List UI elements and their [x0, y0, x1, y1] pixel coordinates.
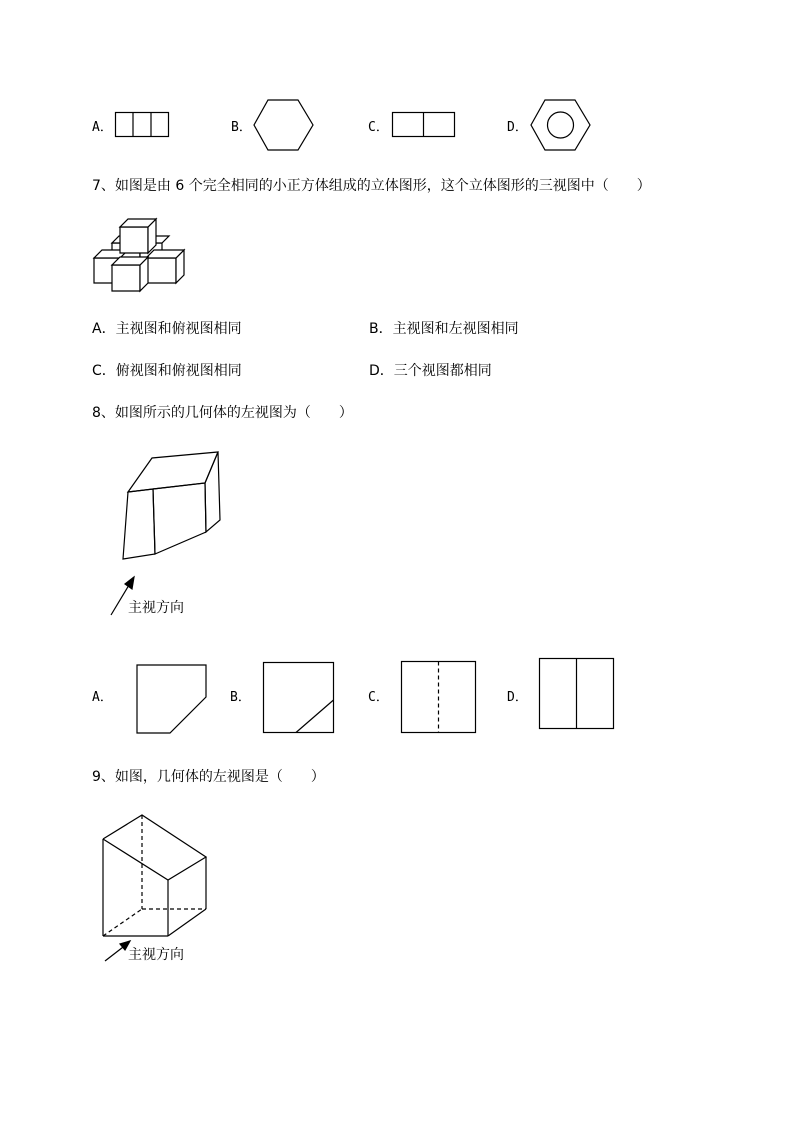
q6-option-a-figure	[115, 112, 171, 138]
q8-option-d-label[interactable]: D．	[507, 690, 528, 705]
q8-solid-figure	[120, 450, 225, 565]
q7-option-d[interactable]: D．三个视图都相同	[369, 363, 492, 379]
q9-question: 9、如图，几何体的左视图是（ ）	[92, 769, 325, 785]
q6-option-a-label[interactable]: A．	[92, 120, 113, 135]
q8-direction-label: 主视方向	[128, 600, 184, 616]
q7-question: 7、如图是由 6 个完全相同的小正方体组成的立体图形，这个立体图形的三视图中（ ）	[92, 178, 651, 194]
q9-direction-label: 主视方向	[128, 947, 184, 963]
q6-option-d-label[interactable]: D．	[507, 120, 528, 135]
q8-option-a-figure	[136, 664, 208, 736]
q6-option-c-label[interactable]: C．	[368, 120, 389, 135]
q7-cubes-figure	[92, 215, 192, 295]
q7-option-a[interactable]: A．主视图和俯视图相同	[92, 321, 242, 337]
q8-option-c-label[interactable]: C．	[368, 690, 389, 705]
q6-option-b-label[interactable]: B．	[231, 120, 252, 135]
q9-solid-figure	[100, 812, 212, 940]
q8-option-b-figure	[263, 662, 335, 734]
q7-option-b[interactable]: B．主视图和左视图相同	[369, 321, 519, 337]
q8-option-b-label[interactable]: B．	[230, 690, 251, 705]
q7-option-c[interactable]: C．俯视图和俯视图相同	[92, 363, 242, 379]
q6-option-d-figure	[530, 99, 592, 153]
q6-option-b-figure	[253, 99, 315, 153]
q6-option-c-figure	[392, 112, 456, 138]
q8-question: 8、如图所示的几何体的左视图为（ ）	[92, 405, 353, 421]
q8-option-d-figure	[539, 658, 615, 730]
q8-option-c-figure	[401, 661, 477, 734]
q8-option-a-label[interactable]: A．	[92, 690, 113, 705]
